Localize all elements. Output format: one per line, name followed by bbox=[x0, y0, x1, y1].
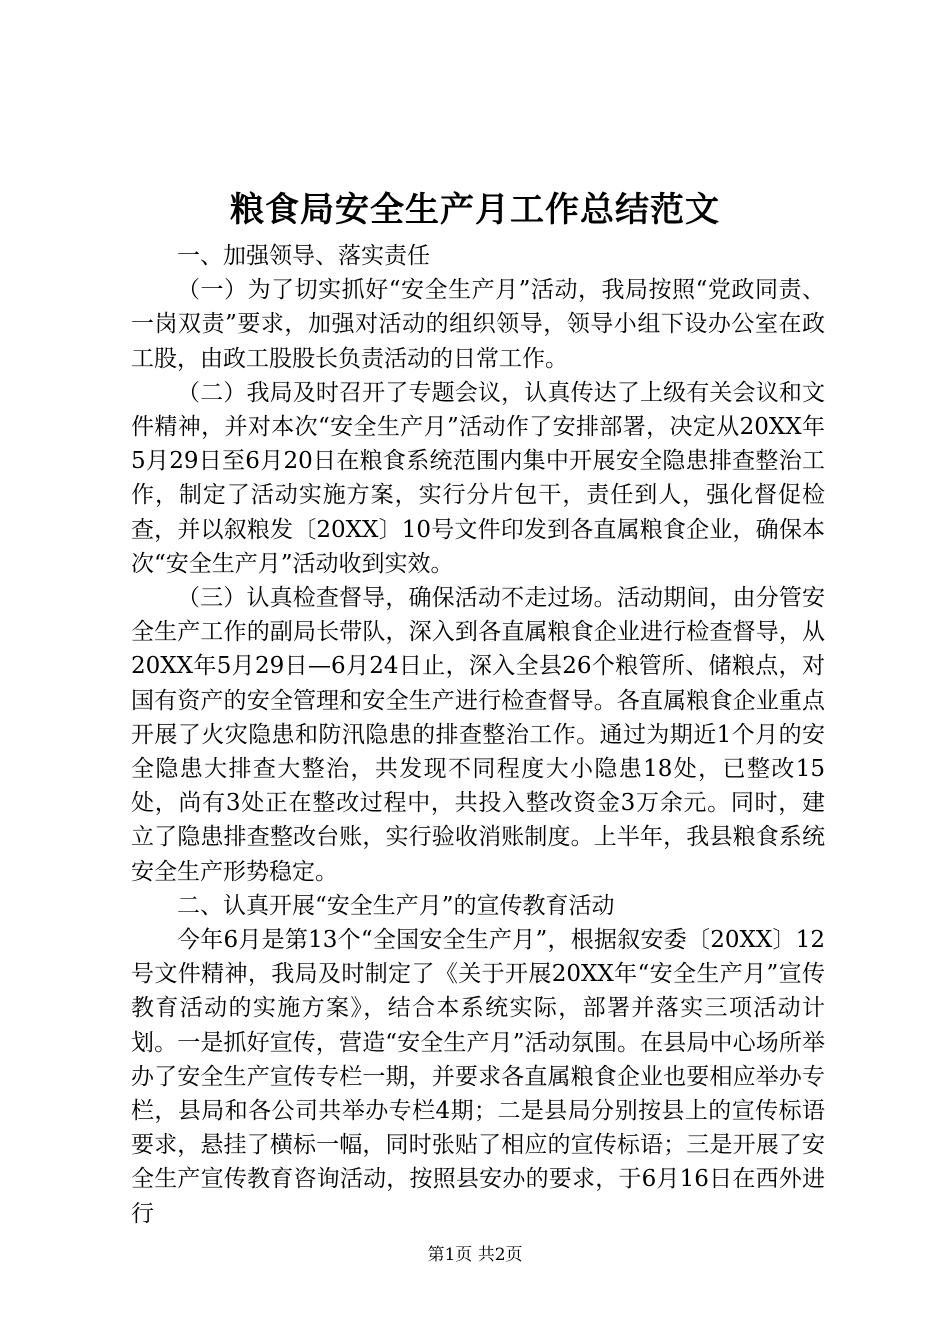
paragraph-4: 今年6月是第13个“全国安全生产月”，根据叙安委〔20XX〕12号文件精神，我局及时制定了《关于开展20XX年“安全生产月”宣传教育活动的实施方案》，结合本系统实际，部署并落实三项活动计划。一是抓好宣传，营造“安全生产月”活动氛围。在县局中心场所举办了安全生产宣传专栏一期，并要求各直属粮食企业也要相应举办专栏，县局和各公司共举办专栏4期；二是县局分别按县上的宣传标语要求，悬挂了横标一幅，同时张贴了相应的宣传标语；三是开展了安全生产宣传教育咨询活动，按照县安办的要求，于6月16日在西外进行 bbox=[131, 927, 825, 1227]
section-heading-1: 一、加强领导、落实责任 bbox=[177, 243, 430, 269]
paragraph-2: （二）我局及时召开了专题会议，认真传达了上级有关会议和文件精神，并对本次“安全生产月”活动作了安排部署，决定从20XX年5月29日至6月20日在粮食系统范围内集中开展安全隐患排查整治工作，制定了活动实施方案，实行分片包干，责任到人，强化督促检查，并以叙粮发〔20XX〕10号文件印发到各直属粮食企业，确保本次“安全生产月”活动收到实效。 bbox=[131, 379, 825, 577]
page-footer: 第1页 共2页 bbox=[427, 1245, 523, 1265]
paragraph-1: （一）为了切实抓好“安全生产月”活动，我局按照“党政同责、一岗双责”要求，加强对活动的组织领导，领导小组下设办公室在政工股，由政工股股长负责活动的日常工作。 bbox=[131, 277, 825, 372]
document-body bbox=[131, 239, 825, 1231]
paragraph-3: （三）认真检查督导，确保活动不走过场。活动期间，由分管安全生产工作的副局长带队，深入到各直属粮食企业进行检查督导，从20XX年5月29日—6月24日止，深入全县26个粮管所、储粮点，对国有资产的安全管理和安全生产进行检查督导。各直属粮食企业重点开展了火灾隐患和防汛隐患的排查整治工作。通过为期近1个月的安全隐患大排查大整治，共发现不同程度大小隐患18处，已整改15处，尚有3处正在整改过程中，共投入整改资金3万余元。同时，建立了隐患排查整改台账，实行验收消账制度。上半年，我县粮食系统安全生产形势稳定。 bbox=[131, 585, 825, 885]
section-heading-2: 二、认真开展“安全生产月”的宣传教育活动 bbox=[177, 892, 615, 919]
document-title: 粮食局安全生产月工作总结范文 bbox=[230, 190, 720, 230]
